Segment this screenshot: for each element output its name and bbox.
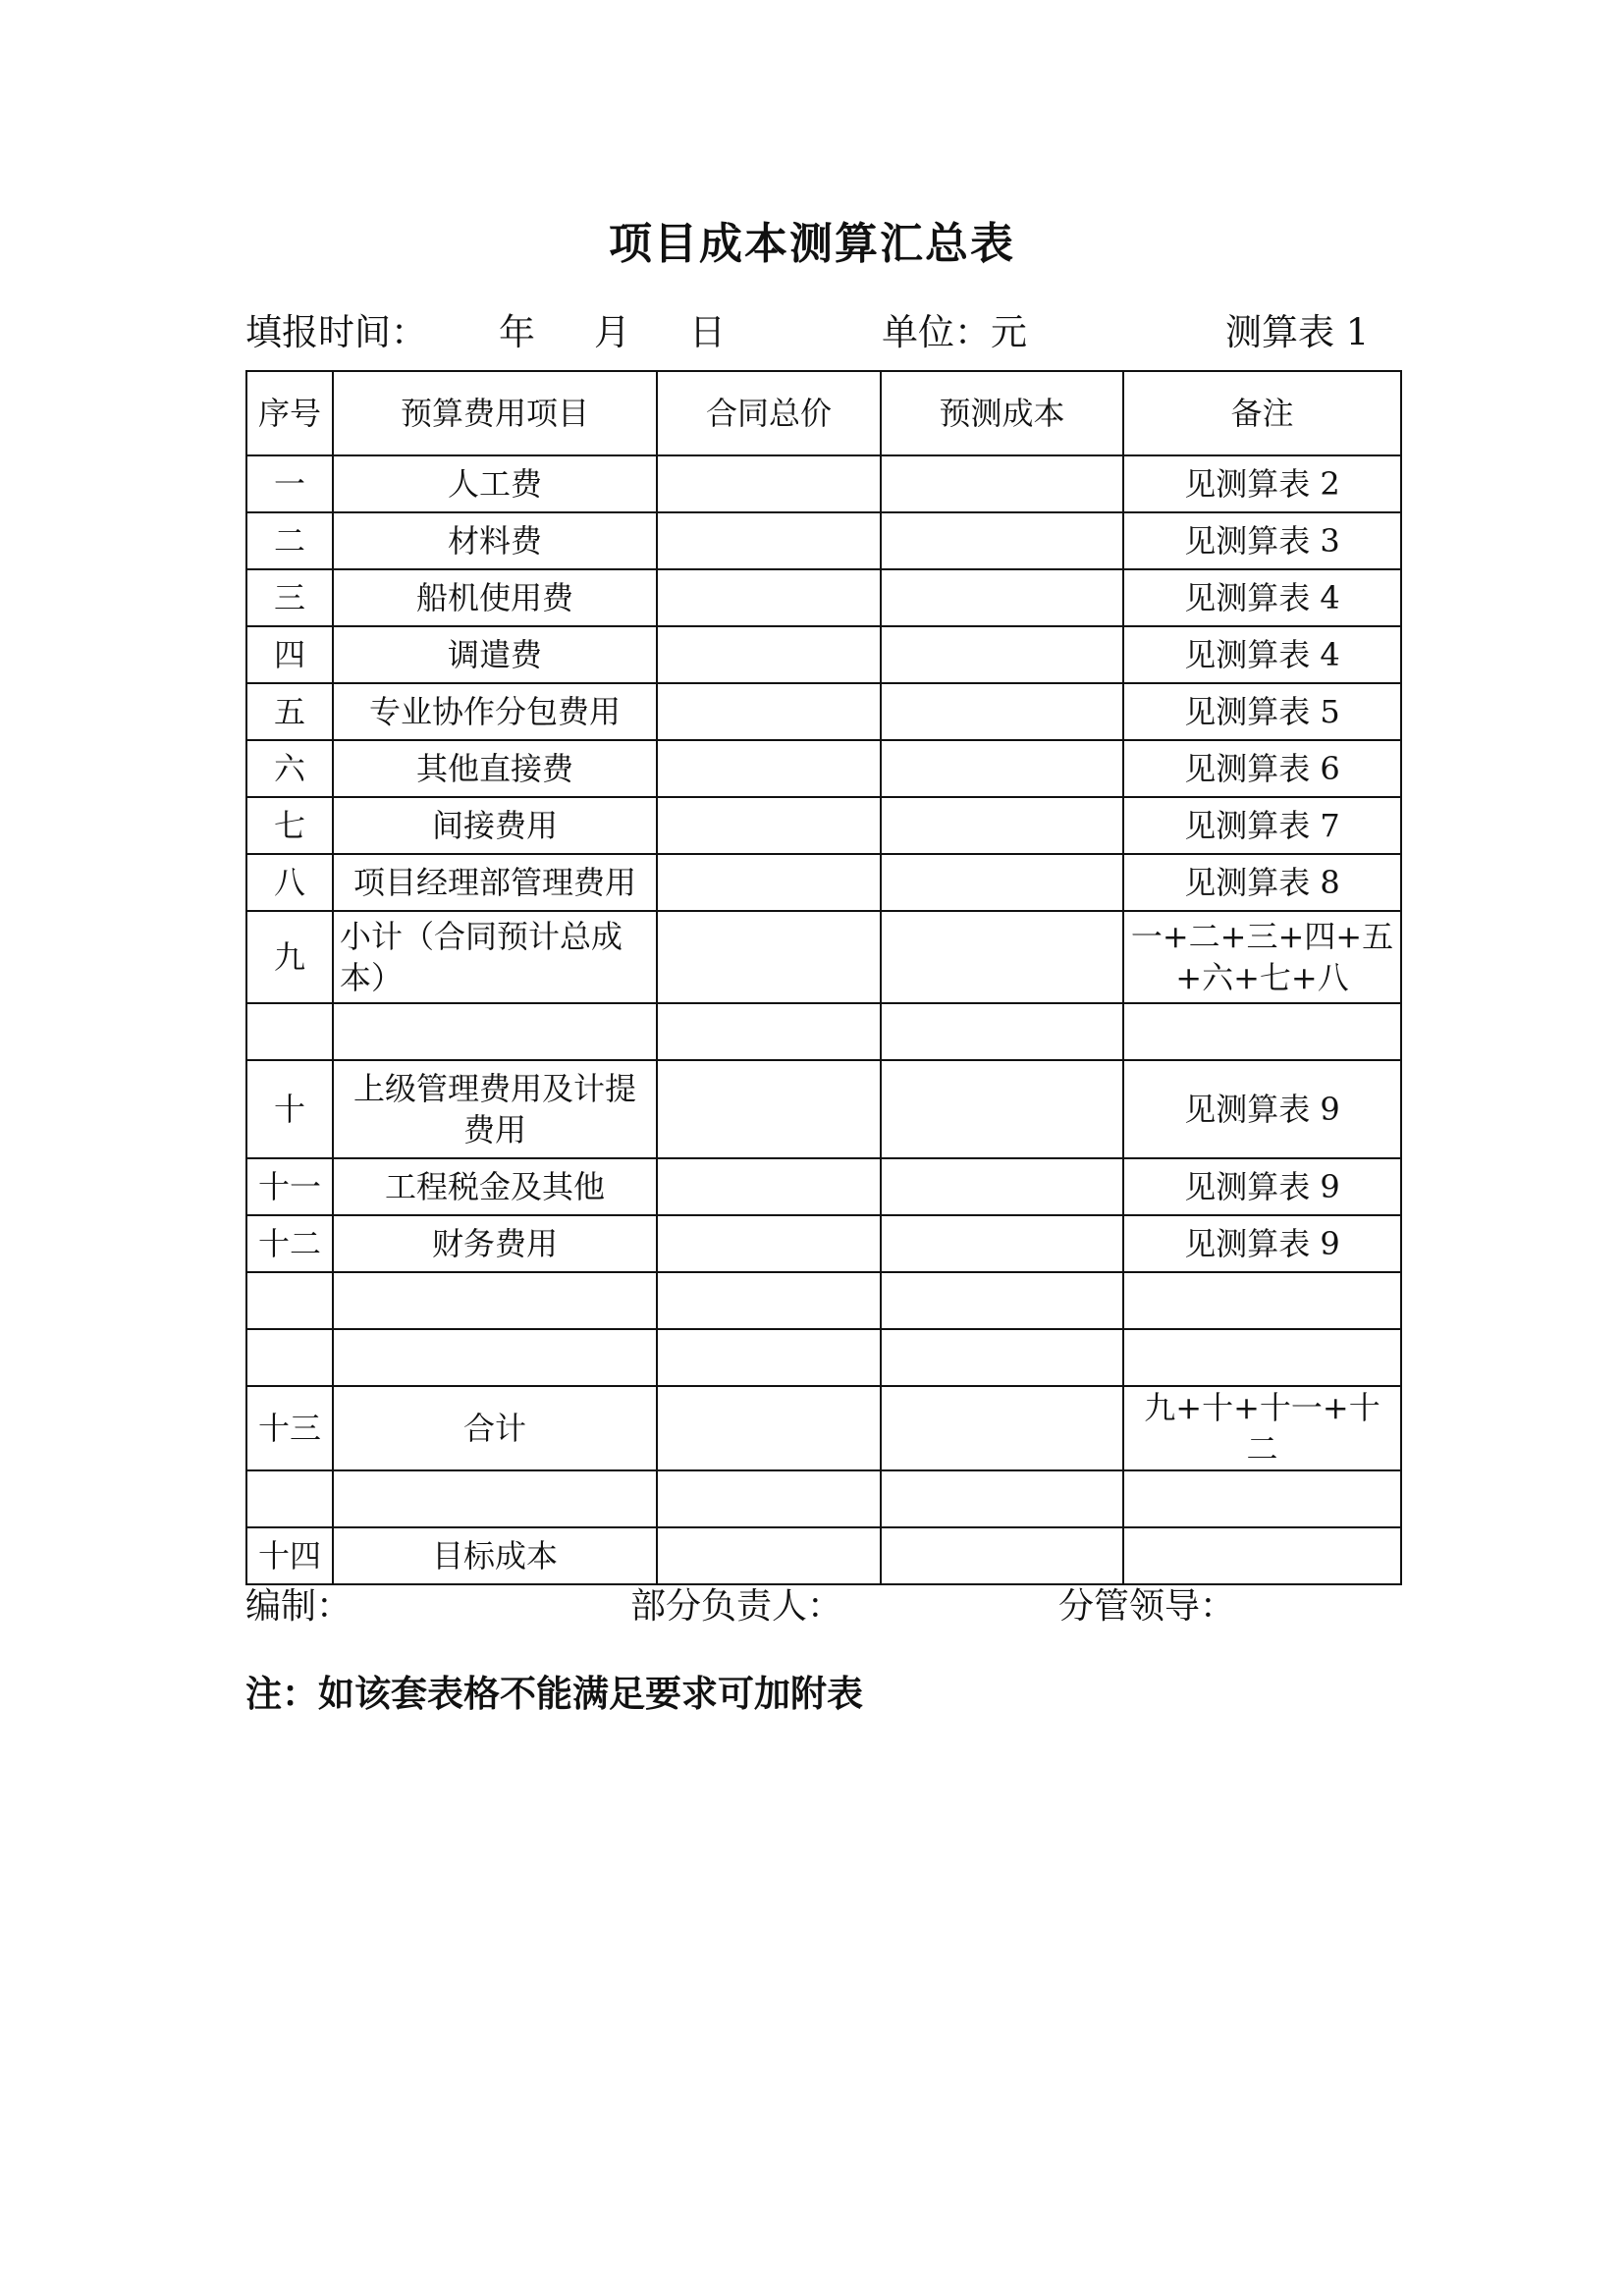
row-forecast[interactable] — [881, 1386, 1123, 1470]
table-row — [246, 626, 1401, 683]
table-row — [246, 512, 1401, 569]
table-row — [246, 740, 1401, 797]
row-item: 专业协作分包费用 — [333, 683, 657, 740]
row-remark: 见测算表 3 — [1123, 512, 1401, 569]
table-row — [246, 683, 1401, 740]
row-forecast[interactable] — [881, 911, 1123, 1003]
row-forecast[interactable] — [881, 740, 1123, 797]
row-contract[interactable] — [657, 1272, 881, 1329]
row-remark — [1123, 1527, 1401, 1584]
row-item: 材料费 — [333, 512, 657, 569]
row-no: 六 — [246, 740, 333, 797]
header-no: 序号 — [246, 371, 333, 455]
row-no: 八 — [246, 854, 333, 911]
row-item: 船机使用费 — [333, 569, 657, 626]
row-item — [333, 1470, 657, 1527]
footnote: 注：如该套表格不能满足要求可加附表 — [245, 1672, 863, 1715]
table-row — [246, 1060, 1401, 1158]
row-no: 十四 — [246, 1527, 333, 1584]
row-item: 间接费用 — [333, 797, 657, 854]
row-forecast[interactable] — [881, 1060, 1123, 1158]
row-contract[interactable] — [657, 1060, 881, 1158]
row-no: 九 — [246, 911, 333, 1003]
page-title: 项目成本测算汇总表 — [609, 219, 1015, 269]
header-contract-price: 合同总价 — [657, 371, 881, 455]
table-header-row — [246, 371, 1401, 455]
row-remark — [1123, 1003, 1401, 1060]
row-remark: 见测算表 7 — [1123, 797, 1401, 854]
header-remark: 备注 — [1123, 371, 1401, 455]
row-no: 四 — [246, 626, 333, 683]
table-row — [246, 1003, 1401, 1060]
sheet-label: 测算表 1 — [1225, 311, 1370, 353]
row-contract[interactable] — [657, 1470, 881, 1527]
row-item: 其他直接费 — [333, 740, 657, 797]
row-item: 目标成本 — [333, 1527, 657, 1584]
row-contract[interactable] — [657, 455, 881, 512]
table-row — [246, 1386, 1401, 1470]
leader-label: 分管领导： — [1058, 1586, 1236, 1627]
table-row — [246, 1158, 1401, 1215]
row-no: 五 — [246, 683, 333, 740]
row-contract[interactable] — [657, 911, 881, 1003]
row-item: 小计（合同预计总成本） — [333, 911, 657, 1003]
table-row — [246, 911, 1401, 1003]
row-forecast[interactable] — [881, 1329, 1123, 1386]
table-row — [246, 1527, 1401, 1584]
row-item: 调遣费 — [333, 626, 657, 683]
row-no: 十 — [246, 1060, 333, 1158]
row-contract[interactable] — [657, 683, 881, 740]
fill-time-label: 填报时间： — [245, 311, 427, 353]
row-forecast[interactable] — [881, 1158, 1123, 1215]
row-forecast[interactable] — [881, 797, 1123, 854]
table-row — [246, 854, 1401, 911]
row-contract[interactable] — [657, 1158, 881, 1215]
row-forecast[interactable] — [881, 626, 1123, 683]
table-row — [246, 1272, 1401, 1329]
row-contract[interactable] — [657, 1527, 881, 1584]
row-no: 十三 — [246, 1386, 333, 1470]
dept-head-label: 部分负责人： — [630, 1586, 843, 1627]
row-contract[interactable] — [657, 512, 881, 569]
row-contract[interactable] — [657, 569, 881, 626]
row-remark: 见测算表 5 — [1123, 683, 1401, 740]
table-row — [246, 1470, 1401, 1527]
row-item: 人工费 — [333, 455, 657, 512]
row-contract[interactable] — [657, 740, 881, 797]
row-remark — [1123, 1470, 1401, 1527]
row-no — [246, 1329, 333, 1386]
row-item: 工程税金及其他 — [333, 1158, 657, 1215]
month-label: 月 — [594, 311, 630, 353]
header-forecast-cost: 预测成本 — [881, 371, 1123, 455]
row-no — [246, 1470, 333, 1527]
row-item — [333, 1272, 657, 1329]
header-item: 预算费用项目 — [333, 371, 657, 455]
table-row — [246, 569, 1401, 626]
day-label: 日 — [689, 311, 726, 353]
unit-label: 单位：元 — [882, 311, 1027, 353]
signature-row — [245, 1578, 1394, 1628]
row-remark: 见测算表 4 — [1123, 569, 1401, 626]
cost-summary-table — [245, 370, 1402, 1585]
row-no: 三 — [246, 569, 333, 626]
row-forecast[interactable] — [881, 1527, 1123, 1584]
row-forecast[interactable] — [881, 1272, 1123, 1329]
compiled-by-label: 编制： — [245, 1586, 352, 1627]
row-forecast[interactable] — [881, 683, 1123, 740]
row-remark: 见测算表 9 — [1123, 1060, 1401, 1158]
row-item: 项目经理部管理费用 — [333, 854, 657, 911]
table-row — [246, 455, 1401, 512]
row-item — [333, 1329, 657, 1386]
row-item — [333, 1003, 657, 1060]
row-contract[interactable] — [657, 626, 881, 683]
table-row — [246, 1215, 1401, 1272]
row-item: 合计 — [333, 1386, 657, 1470]
row-remark: 见测算表 8 — [1123, 854, 1401, 911]
row-no: 二 — [246, 512, 333, 569]
row-remark: 九+十+十一+十二 — [1123, 1386, 1401, 1470]
table-row — [246, 797, 1401, 854]
row-forecast[interactable] — [881, 854, 1123, 911]
row-remark — [1123, 1329, 1401, 1386]
row-no — [246, 1272, 333, 1329]
table-row — [246, 1329, 1401, 1386]
row-forecast[interactable] — [881, 455, 1123, 512]
row-forecast[interactable] — [881, 1470, 1123, 1527]
row-remark: 见测算表 9 — [1123, 1215, 1401, 1272]
row-remark: 见测算表 9 — [1123, 1158, 1401, 1215]
row-forecast[interactable] — [881, 1215, 1123, 1272]
row-remark: 一+二+三+四+五+六+七+八 — [1123, 911, 1401, 1003]
row-no — [246, 1003, 333, 1060]
row-no: 七 — [246, 797, 333, 854]
form-meta-row — [245, 296, 1394, 355]
row-forecast[interactable] — [881, 569, 1123, 626]
row-remark: 见测算表 4 — [1123, 626, 1401, 683]
row-no: 一 — [246, 455, 333, 512]
row-remark: 见测算表 2 — [1123, 455, 1401, 512]
year-label: 年 — [499, 311, 535, 353]
row-contract[interactable] — [657, 1386, 881, 1470]
row-no: 十二 — [246, 1215, 333, 1272]
row-item: 上级管理费用及计提费用 — [333, 1060, 657, 1158]
row-contract[interactable] — [657, 1003, 881, 1060]
row-item: 财务费用 — [333, 1215, 657, 1272]
row-contract[interactable] — [657, 854, 881, 911]
row-contract[interactable] — [657, 797, 881, 854]
row-remark — [1123, 1272, 1401, 1329]
row-contract[interactable] — [657, 1215, 881, 1272]
row-forecast[interactable] — [881, 1003, 1123, 1060]
row-no: 十一 — [246, 1158, 333, 1215]
row-remark: 见测算表 6 — [1123, 740, 1401, 797]
row-contract[interactable] — [657, 1329, 881, 1386]
row-forecast[interactable] — [881, 512, 1123, 569]
